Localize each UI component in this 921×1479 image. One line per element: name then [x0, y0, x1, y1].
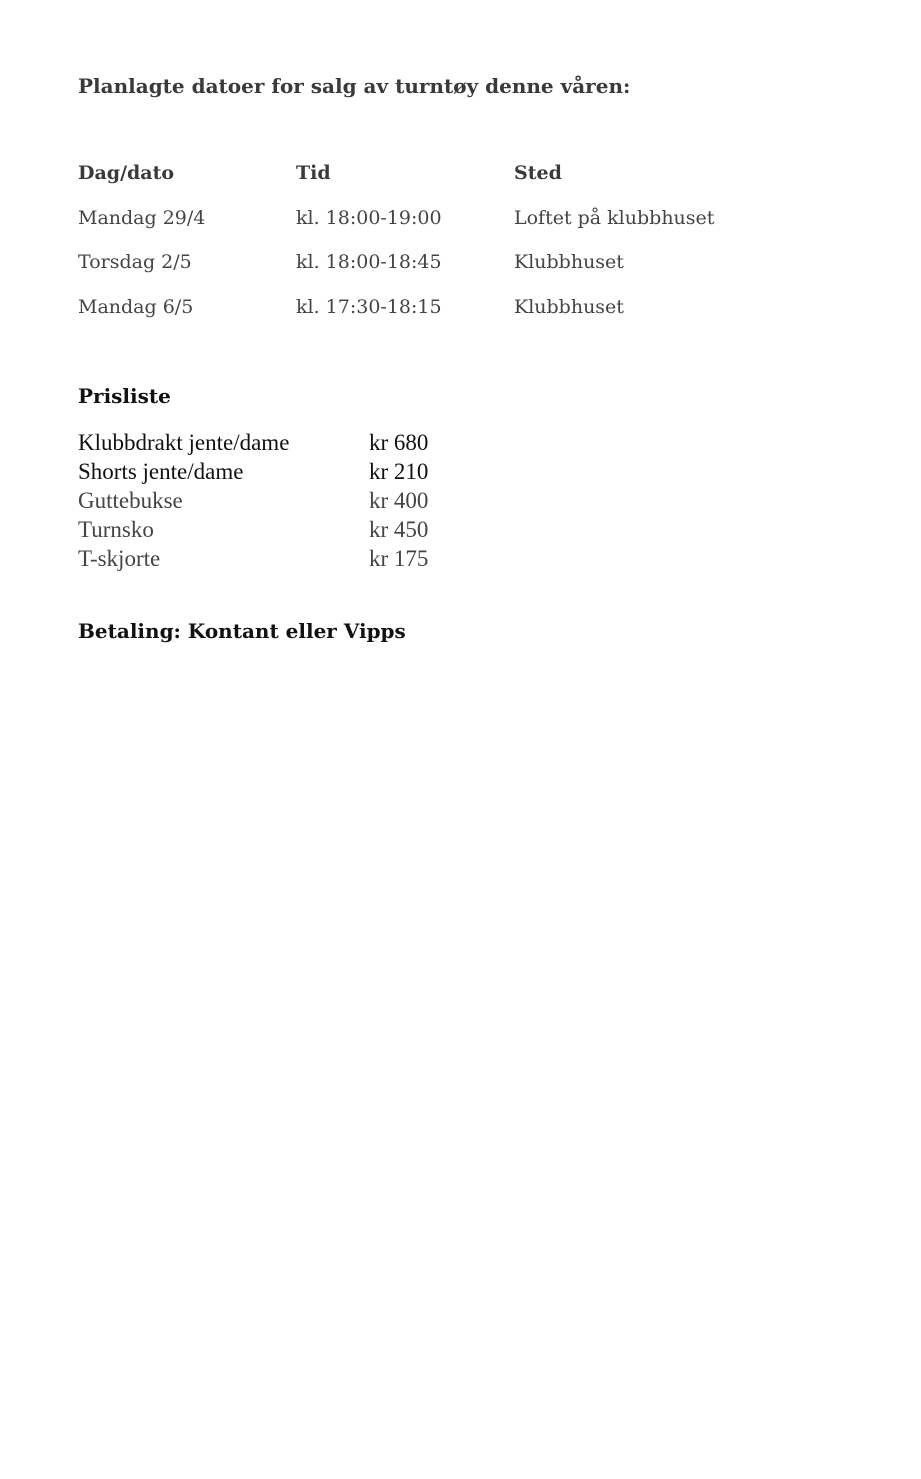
schedule-time: kl. 18:00-18:45 [296, 251, 442, 273]
schedule-day-date: Torsdag 2/5 [78, 251, 192, 273]
price-item-name: Shorts jente/dame [78, 459, 244, 484]
schedule-time: kl. 17:30-18:15 [296, 295, 442, 318]
sales-dates-heading: Planlagte datoer for salg av turntøy denne våren: [78, 74, 631, 98]
schedule-day-date: Mandag 6/5 [78, 295, 194, 318]
price-item-price: kr 680 [369, 430, 429, 455]
pricelist-title: Prisliste [78, 384, 171, 408]
price-item-price: kr 210 [369, 459, 429, 484]
price-item-name: T-skjorte [78, 546, 161, 571]
header-time: Tid [296, 162, 331, 184]
schedule-time: kl. 18:00-19:00 [296, 206, 442, 229]
header-place: Sted [514, 162, 562, 184]
schedule-day-date: Mandag 29/4 [78, 206, 206, 229]
schedule-place: Loftet på klubbhuset [514, 206, 715, 229]
schedule-place: Klubbhuset [514, 295, 624, 318]
price-item-price: kr 400 [369, 488, 429, 513]
payment-info: Betaling: Kontant eller Vipps [78, 619, 406, 643]
price-item-name: Turnsko [78, 517, 154, 542]
header-day-date: Dag/dato [78, 162, 175, 184]
price-item-name: Klubbdrakt jente/dame [78, 430, 290, 455]
price-item-price: kr 450 [369, 517, 429, 542]
price-item-price: kr 175 [369, 546, 429, 571]
schedule-place: Klubbhuset [514, 251, 624, 273]
price-item-name: Guttebukse [78, 488, 183, 513]
